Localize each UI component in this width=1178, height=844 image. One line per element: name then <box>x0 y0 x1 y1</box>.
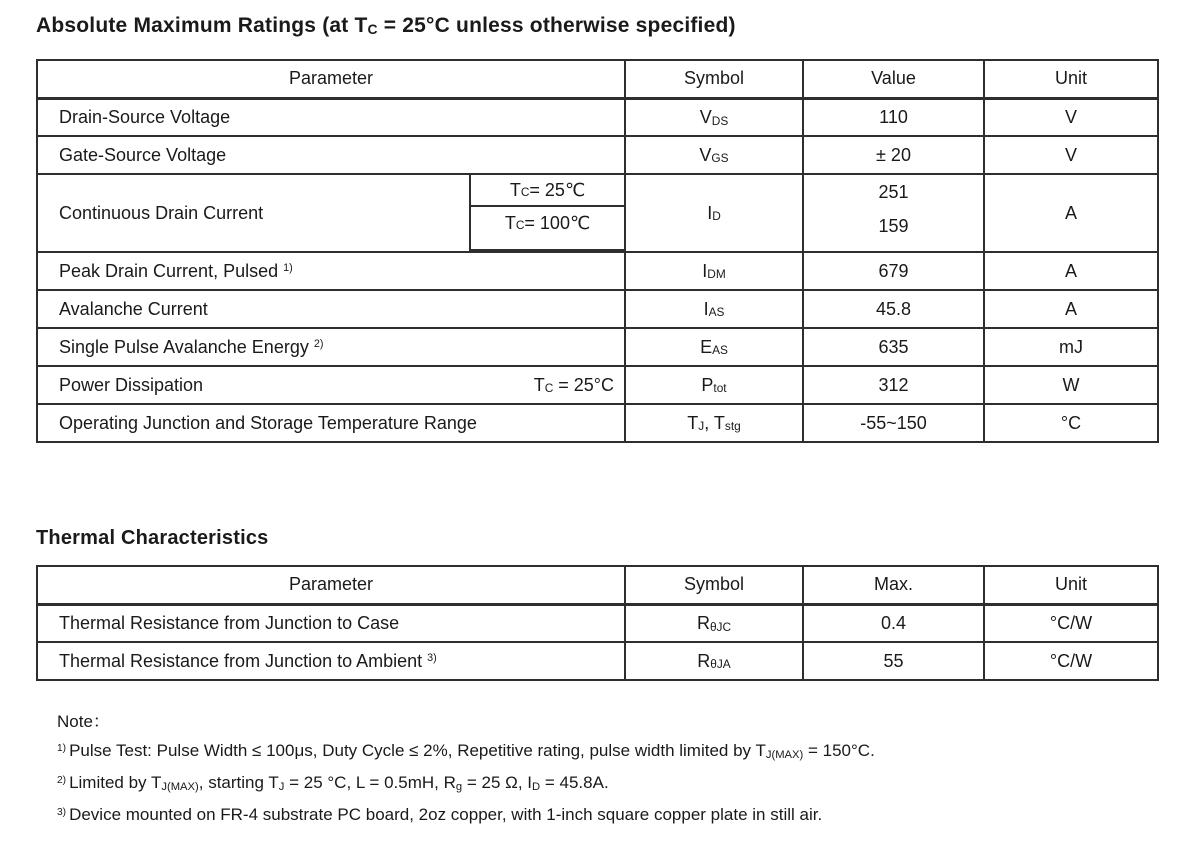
unit-cell: °C/W <box>984 642 1158 680</box>
symbol-cell: $R_{\theta JA}$ <box>625 642 803 680</box>
value-tc25: 251 <box>878 181 909 202</box>
unit-cell: °C/W <box>984 604 1158 642</box>
unit-cell: °C <box>984 404 1158 442</box>
unit-cell: W <box>984 366 1158 404</box>
abs-max-header-row <box>37 60 1158 98</box>
value-cell <box>803 174 984 252</box>
condition-tc100: T $_C$ = 100℃ <box>504 212 591 233</box>
table-row <box>37 404 1158 442</box>
value-cell: 110 <box>803 98 984 136</box>
col-header-unit: Unit <box>984 566 1158 604</box>
table-row <box>37 252 1158 290</box>
symbol-cell: $T_J$, $T_{stg}$ <box>625 404 803 442</box>
value-cell: ± 20 <box>803 136 984 174</box>
value-cell: 45.8 <box>803 290 984 328</box>
abs-max-title: Absolute Maximum Ratings (at $T_C = 25^\circ C$ unless otherwise specified) <box>36 14 736 38</box>
param-cell: Peak Drain Current, Pulsed $^{1)}$ <box>37 252 625 290</box>
param-cell <box>37 366 625 404</box>
unit-cell: V <box>984 136 1158 174</box>
col-header-max: Max. <box>803 566 984 604</box>
param-cell: Thermal Resistance from Junction to Ambient $^{3)}$ <box>37 642 625 680</box>
param-cell: Thermal Resistance from Junction to Case <box>37 604 625 642</box>
value-tc100: 159 <box>878 215 909 236</box>
value-cell: 679 <box>803 252 984 290</box>
abs-max-table <box>36 59 1159 443</box>
table-row-continuous-drain-current <box>37 174 1158 252</box>
table-row <box>37 290 1158 328</box>
symbol-cell: $I_D$ <box>625 174 803 252</box>
symbol-cell: $P_{tot}$ <box>625 366 803 404</box>
unit-cell: A <box>984 290 1158 328</box>
symbol-cell: $I_{AS}$ <box>625 290 803 328</box>
symbol-cell: $R_{\theta JC}$ <box>625 604 803 642</box>
symbol-cell: $V_{GS}$ <box>625 136 803 174</box>
condition-subtable <box>469 175 624 251</box>
symbol-cell: $V_{DS}$ <box>625 98 803 136</box>
symbol-cell: $I_{DM}$ <box>625 252 803 290</box>
param-cell: Gate-Source Voltage <box>37 136 625 174</box>
table-row-power-dissipation <box>37 366 1158 404</box>
table-row <box>37 98 1158 136</box>
thermal-table <box>36 565 1159 681</box>
value-cell: 635 <box>803 328 984 366</box>
param-cell: Operating Junction and Storage Temperature Range <box>37 404 625 442</box>
col-header-symbol: Symbol <box>625 566 803 604</box>
unit-cell: A <box>984 174 1158 252</box>
notes-heading: Note： <box>57 712 110 731</box>
note-3: $^{3)}$ Device mounted on FR-4 substrate PC board, 2oz copper, with 1-inch square copper plate in still air. <box>57 805 823 824</box>
param-condition: $T_C = 25^\circ C$ <box>533 374 614 396</box>
notes-section <box>57 707 1178 825</box>
col-header-parameter: Parameter <box>37 566 625 604</box>
table-row <box>37 642 1158 680</box>
table-row <box>37 328 1158 366</box>
param-label: Power Dissipation <box>59 374 204 395</box>
col-header-value: Value <box>803 60 984 98</box>
condition-tc25: T $_C$ = 25℃ <box>471 175 624 207</box>
unit-cell: A <box>984 252 1158 290</box>
value-cell: -55~150 <box>803 404 984 442</box>
col-header-parameter: Parameter <box>37 60 625 98</box>
value-cell: 312 <box>803 366 984 404</box>
note-2: $^{2)}$ Limited by $T_{J(MAX)}$, starting $T_J = 25$ °C, L = 0.5mH, $R_g = 25$ Ω, $I_D = 45.8A$. <box>57 773 609 793</box>
value-cell: 55 <box>803 642 984 680</box>
thermal-header-row <box>37 566 1158 604</box>
col-header-unit: Unit <box>984 60 1158 98</box>
param-cell: Avalanche Current <box>37 290 625 328</box>
table-row <box>37 136 1158 174</box>
param-cell: Drain-Source Voltage <box>37 98 625 136</box>
param-cell <box>37 174 625 252</box>
unit-cell: mJ <box>984 328 1158 366</box>
param-label: Continuous Drain Current <box>59 202 264 223</box>
col-header-symbol: Symbol <box>625 60 803 98</box>
param-cell: Single Pulse Avalanche Energy $^{2)}$ <box>37 328 625 366</box>
value-cell: 0.4 <box>803 604 984 642</box>
table-row <box>37 604 1158 642</box>
thermal-title: Thermal Characteristics <box>36 527 269 549</box>
symbol-cell: $E_{AS}$ <box>625 328 803 366</box>
unit-cell: V <box>984 98 1158 136</box>
note-1: $^{1)}$ Pulse Test: Pulse Width ≤ 100μs, Duty Cycle ≤ 2%, Repetitive rating, pulse width limited by $T_{J(MAX)} = 150^\circ C$. <box>57 741 875 761</box>
